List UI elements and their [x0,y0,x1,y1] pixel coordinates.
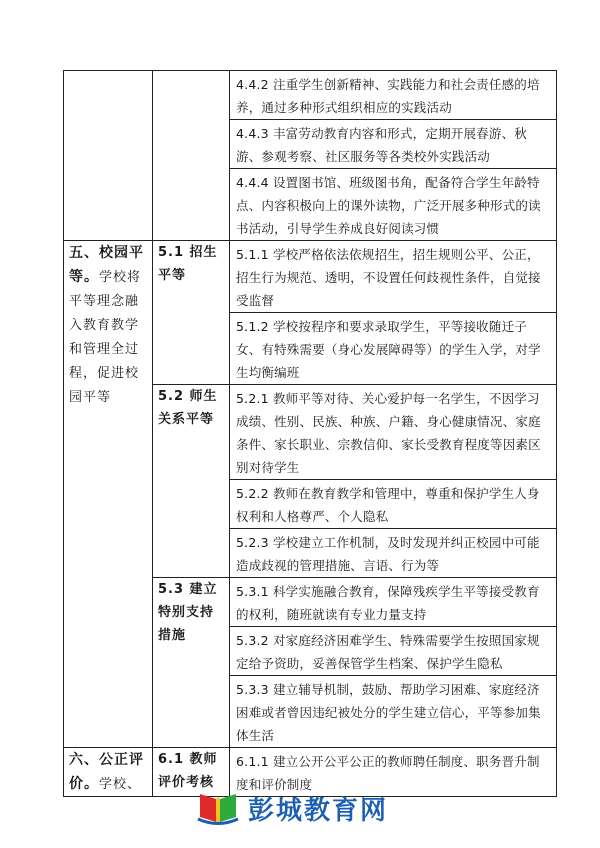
table-cell [230,676,557,748]
group-5-3-cell [153,578,230,748]
group-5-1-cell [153,241,230,385]
table-cell [230,385,557,480]
section-6-heading-cell [64,748,153,797]
item-text: 5.2.1 教师平等对待、关心爱护每一名学生，不因学习成绩、性别、民族、种族、户籍、身心健康情况、家庭条件、家长职业、宗教信仰、家长受教育程度等因素区别对待学生 [236,391,541,475]
item-text: 5.1.1 学校严格依法依规招生，招生规则公平、公正，招生行为规范、透明，不设置任何歧视性条件，自觉接受监督 [236,247,541,308]
open-book-logo-icon [196,790,240,826]
section-4-col1 [64,71,153,241]
logo-text: 彭城教育网 [248,795,389,826]
table-cell [230,120,557,169]
section-4-col2 [153,71,230,241]
section-6-description: 学校、 [99,777,142,792]
section-6-title: 六、公正评价。 [69,752,144,792]
group-title: 5.1 招生平等 [158,245,218,283]
table-row [64,241,557,313]
section-5-description: 学校将平等理念融入教育教学和管理全过程，促进校园平等 [69,270,142,405]
table-cell [230,313,557,385]
table-cell [230,241,557,313]
table-cell [230,480,557,529]
item-text: 5.2.2 教师在教育教学和管理中，尊重和保护学生人身权利和人格尊严、个人隐私 [236,486,540,524]
section-5-title: 五、校园平等。 [69,245,144,285]
group-5-2-cell [153,385,230,578]
group-title: 6.1 教师评价考核 [158,752,218,790]
table-row [64,71,557,120]
site-logo[interactable] [196,788,416,828]
table-cell [230,169,557,241]
item-text: 5.3.1 科学实施融合教育，保障残疾学生平等接受教育的权利，随班就读有专业力量支持 [236,584,540,622]
section-5-heading-cell [64,241,153,748]
group-title: 5.3 建立特别支持措施 [158,582,218,643]
policy-table [63,70,557,797]
table-cell [230,578,557,627]
item-text: 5.2.3 学校建立工作机制，及时发现并纠正校园中可能造成歧视的管理措施、言语、行为等 [236,535,540,573]
item-text: 6.1.1 建立公开公平公正的教师聘任制度、职务晋升制度和评价制度 [236,754,540,792]
table-cell [230,627,557,676]
item-text: 4.4.3 丰富劳动教育内容和形式，定期开展春游、秋游、参观考察、社区服务等各类校外实践活动 [236,126,527,164]
item-text: 5.3.3 建立辅导机制，鼓励、帮助学习困难、家庭经济困难或者曾因违纪被处分的学生建立信心，平等参加集体生活 [236,682,541,743]
item-text: 5.3.2 对家庭经济困难学生、特殊需要学生按照国家规定给予资助，妥善保管学生档案、保护学生隐私 [236,633,540,671]
item-text: 5.1.2 学校按程序和要求录取学生，平等接收随迁子女、有特殊需要（身心发展障碍等）的学生入学，对学生均衡编班 [236,319,541,380]
item-text: 4.4.4 设置图书馆、班级图书角，配备符合学生年龄特点、内容积极向上的课外读物，广泛开展多种形式的读书活动，引导学生养成良好阅读习惯 [236,175,541,236]
item-text: 4.4.2 注重学生创新精神、实践能力和社会责任感的培养，通过多种形式组织相应的实践活动 [236,77,540,115]
table-cell [230,71,557,120]
group-title: 5.2 师生关系平等 [158,389,218,427]
table-cell [230,529,557,578]
